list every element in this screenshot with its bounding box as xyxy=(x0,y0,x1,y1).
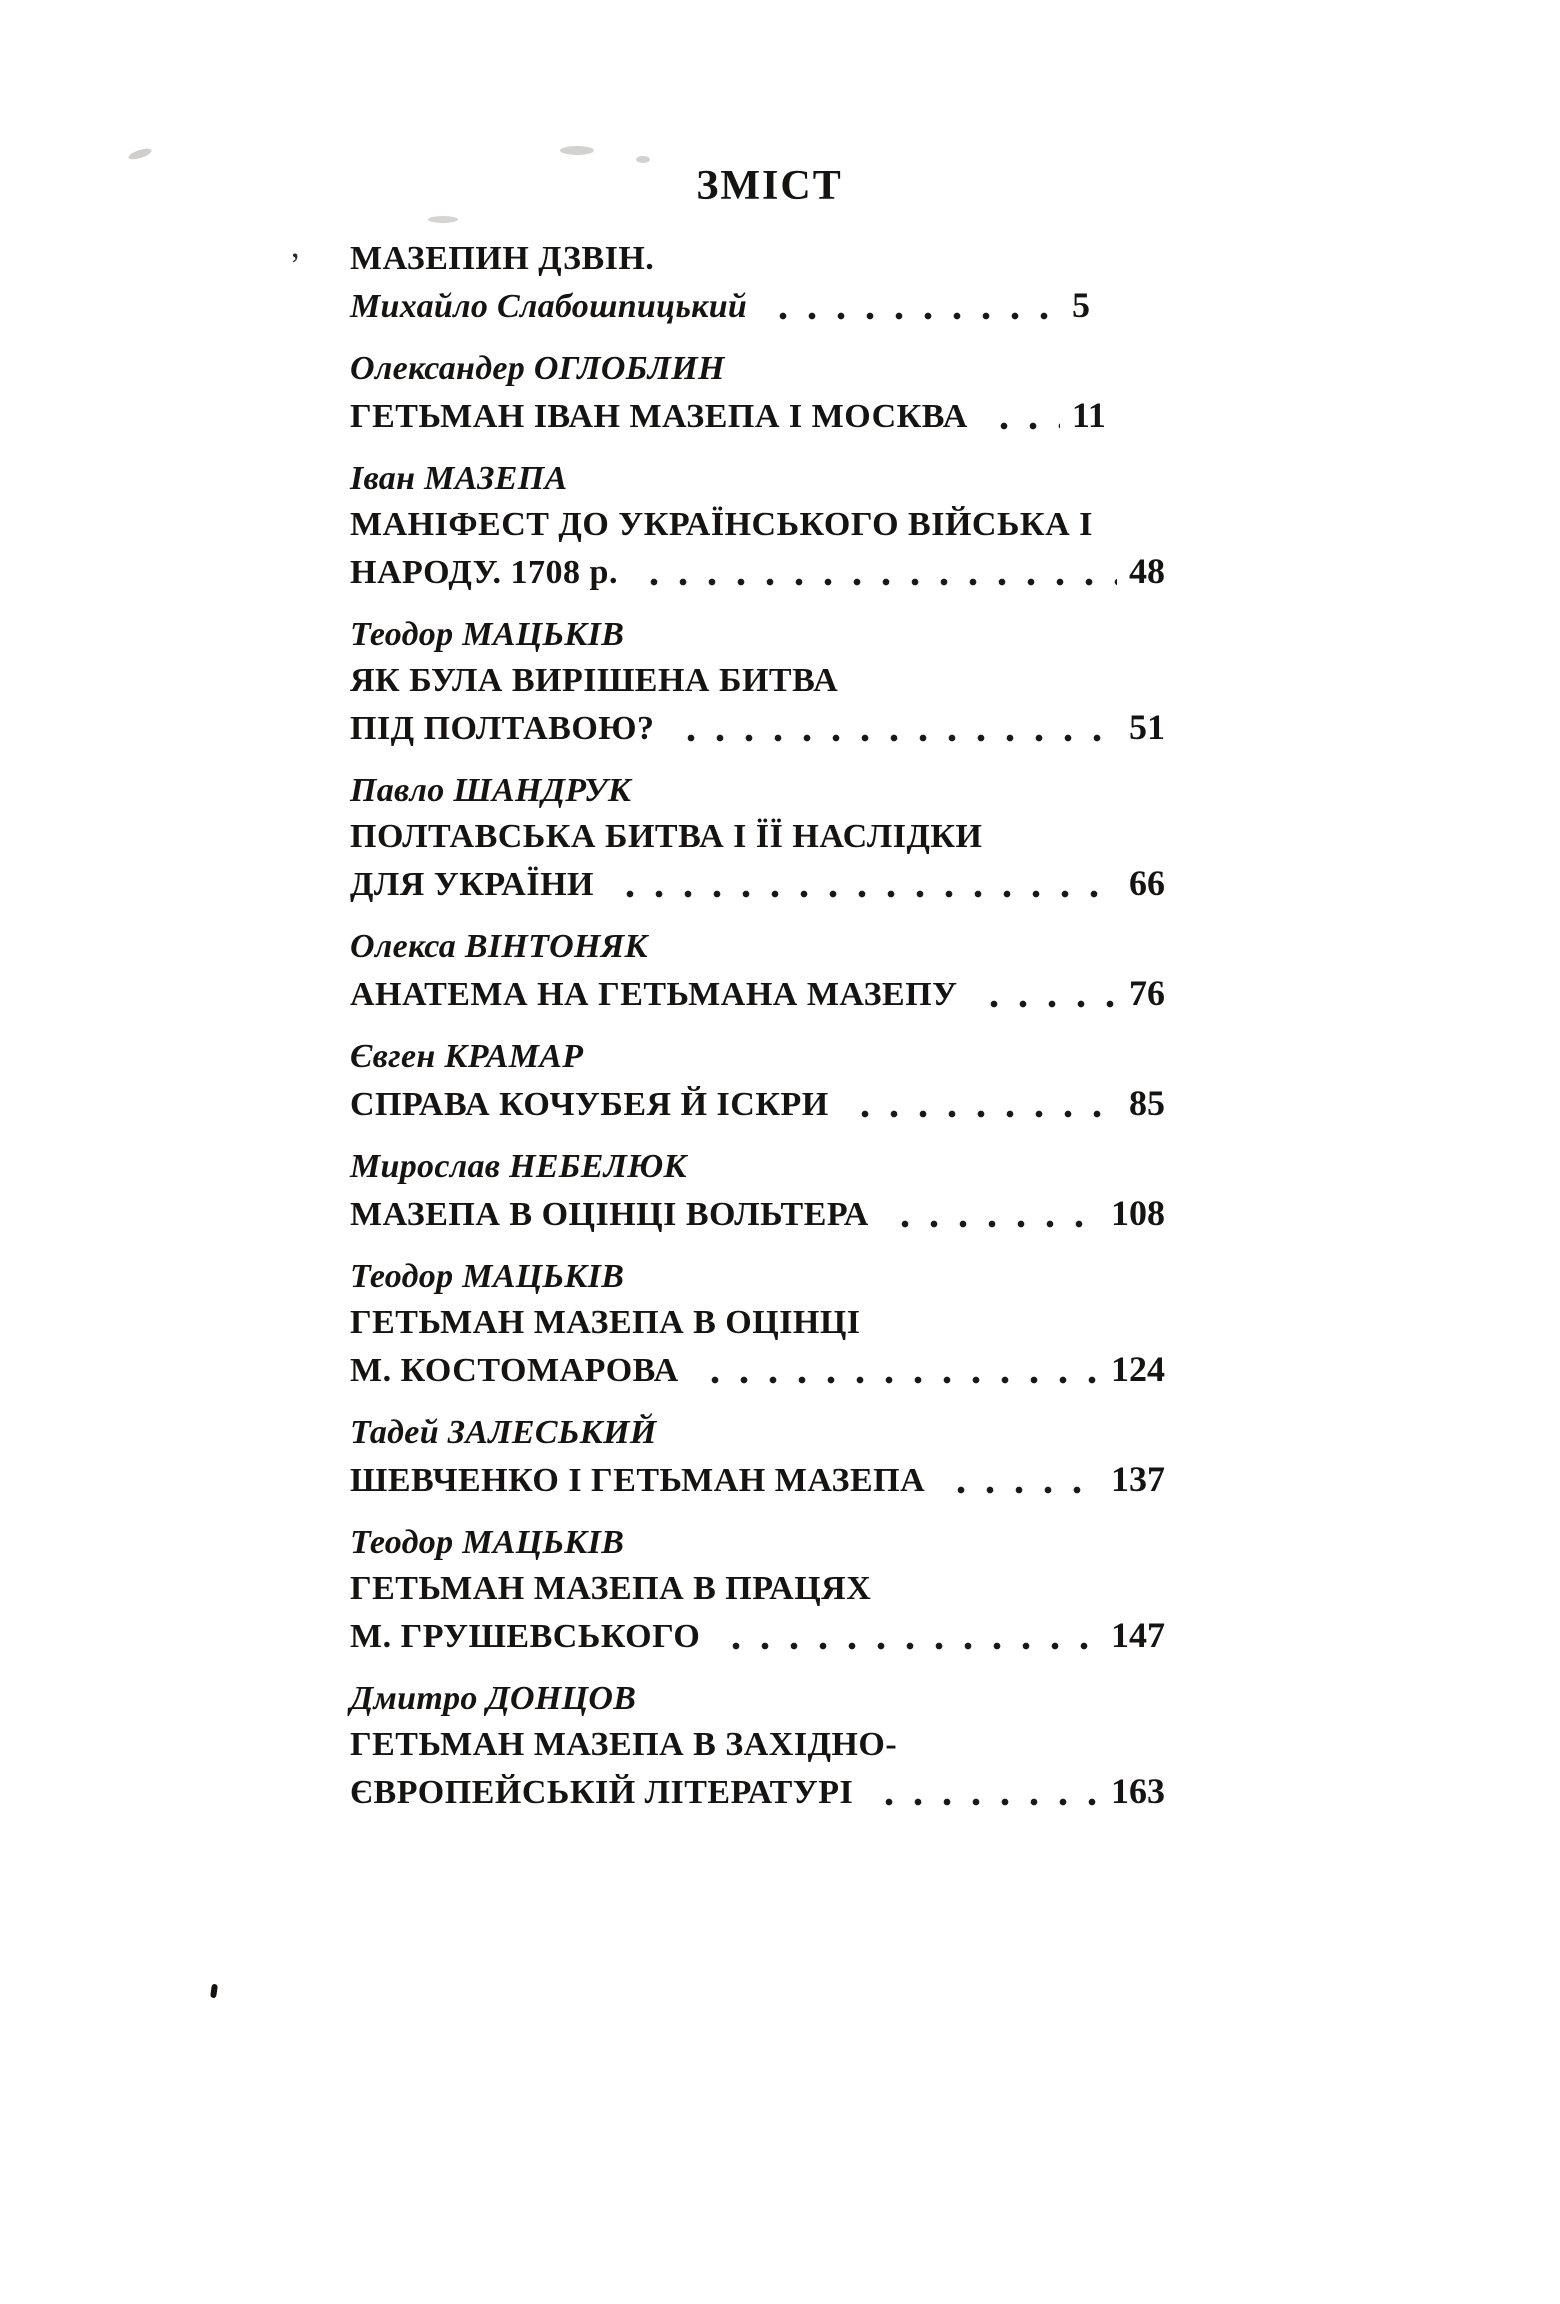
page-number: 66 xyxy=(1129,863,1165,903)
toc-entry xyxy=(350,1254,1165,1394)
toc-entry-title: ДЛЯ УКРАЇНИ xyxy=(350,866,594,903)
toc-entry xyxy=(350,236,1165,330)
toc-entry-author: Євген КРАМАР xyxy=(350,1038,584,1075)
dot-leader xyxy=(990,999,1117,1009)
page-number: 147 xyxy=(1111,1615,1165,1655)
dot-leader xyxy=(901,1219,1099,1229)
toc-entry xyxy=(350,1676,1165,1816)
page-number: 163 xyxy=(1111,1771,1165,1811)
page-number: 76 xyxy=(1129,973,1165,1013)
toc-entry xyxy=(350,1410,1165,1504)
toc-entry-title: ГЕТЬМАН ІВАН МАЗЕПА І МОСКВА xyxy=(350,398,968,435)
toc-entry-page-row xyxy=(350,860,1165,908)
page-number: 5 xyxy=(1072,285,1090,325)
toc-entry xyxy=(350,1144,1165,1238)
dot-leader xyxy=(779,311,1060,321)
toc-entry-title: ГЕТЬМАН МАЗЕПА В ОЦІНЦІ xyxy=(350,1304,861,1341)
toc-entry xyxy=(350,768,1165,908)
toc-entry-author: Теодор МАЦЬКІВ xyxy=(350,1258,625,1295)
toc-entry-author: Дмитро ДОНЦОВ xyxy=(350,1680,637,1717)
dot-leader xyxy=(861,1109,1117,1119)
toc-entry-author: Тадей ЗАЛЕСЬКИЙ xyxy=(350,1414,657,1451)
toc-entry-author: Теодор МАЦЬКІВ xyxy=(350,1524,625,1561)
toc-entry-title: МАЗЕПА В ОЦІНЦІ ВОЛЬТЕРА xyxy=(350,1196,869,1233)
page-number: 137 xyxy=(1111,1459,1165,1499)
toc-entry-author: Олекса ВІНТОНЯК xyxy=(350,928,648,965)
toc-entry xyxy=(350,1520,1165,1660)
toc-entry-author: Іван МАЗЕПА xyxy=(350,460,568,497)
toc-entry-title: ГЕТЬМАН МАЗЕПА В ПРАЦЯХ xyxy=(350,1570,872,1607)
toc-entry-title: ПІД ПОЛТАВОЮ? xyxy=(350,710,655,747)
dot-leader xyxy=(687,733,1117,743)
page-title: ЗМІСТ xyxy=(696,163,843,209)
scan-smudge xyxy=(127,146,152,161)
toc-entry-title: СПРАВА КОЧУБЕЯ Й ІСКРИ xyxy=(350,1086,829,1123)
scan-speck-comma: , xyxy=(288,227,301,266)
toc-entry-page-row xyxy=(350,704,1165,752)
page-number: 48 xyxy=(1129,551,1165,591)
dot-leader xyxy=(732,1641,1099,1651)
toc-entry-title: ШЕВЧЕНКО І ГЕТЬМАН МАЗЕПА xyxy=(350,1462,926,1499)
toc-entry-page-row xyxy=(350,1080,1165,1128)
toc-entry-title: ГЕТЬМАН МАЗЕПА В ЗАХІДНО- xyxy=(350,1726,898,1763)
toc-entry-author: Олександер ОГЛОБЛИН xyxy=(350,350,725,387)
dot-leader xyxy=(626,889,1117,899)
toc-entry-page-row xyxy=(350,1612,1165,1660)
toc-entry xyxy=(350,456,1165,596)
toc-entry-title: МАНІФЕСТ ДО УКРАЇНСЬКОГО ВІЙСЬКА І xyxy=(350,506,1093,543)
page-number: 51 xyxy=(1129,707,1165,747)
toc-entry-page-row xyxy=(350,1768,1165,1816)
dot-leader xyxy=(885,1797,1099,1807)
page-number: 124 xyxy=(1111,1349,1165,1389)
toc-entry-page-row xyxy=(350,282,1090,330)
toc-entry-author: Михайло Слабошпицький xyxy=(350,288,748,325)
toc-entry xyxy=(350,612,1165,752)
toc-entry-title: ПОЛТАВСЬКА БИТВА І ЇЇ НАСЛІДКИ xyxy=(350,818,983,855)
dot-leader xyxy=(957,1485,1099,1495)
toc-entry xyxy=(350,1034,1165,1128)
scan-smudge xyxy=(560,146,594,155)
page-number: 11 xyxy=(1071,395,1106,435)
dot-leader xyxy=(1000,421,1060,431)
toc-entry-title: ЄВРОПЕЙСЬКІЙ ЛІТЕРАТУРІ xyxy=(350,1774,854,1811)
page-number: 85 xyxy=(1129,1083,1165,1123)
toc-entry-author: Мирослав НЕБЕЛЮК xyxy=(350,1148,687,1185)
page-number: 108 xyxy=(1111,1193,1165,1233)
toc-entry-page-row xyxy=(350,1346,1165,1394)
toc-entry-author: Теодор МАЦЬКІВ xyxy=(350,616,625,653)
dot-leader xyxy=(711,1375,1099,1385)
scan-smudge xyxy=(636,156,650,163)
toc-entry-title: МАЗЕПИН ДЗВІН. xyxy=(350,240,655,277)
toc-entry-title: М. ГРУШЕВСЬКОГО xyxy=(350,1618,701,1655)
toc-entry-page-row xyxy=(350,392,1106,440)
toc-entry xyxy=(350,346,1165,440)
table-of-contents xyxy=(350,163,1165,1832)
toc-entry-page-row xyxy=(350,970,1165,1018)
toc-entry-title: АНАТЕМА НА ГЕТЬМАНА МАЗЕПУ xyxy=(350,976,958,1013)
toc-entry-page-row xyxy=(350,548,1165,596)
toc-entry-title: ЯК БУЛА ВИРІШЕНА БИТВА xyxy=(350,662,839,699)
toc-entry-title: НАРОДУ. 1708 р. xyxy=(350,554,618,591)
scan-speck xyxy=(210,1984,218,1999)
toc-entry xyxy=(350,924,1165,1018)
toc-entry-author: Павло ШАНДРУК xyxy=(350,772,632,809)
toc-entry-title: М. КОСТОМАРОВА xyxy=(350,1352,679,1389)
dot-leader xyxy=(650,577,1117,587)
toc-entry-page-row xyxy=(350,1190,1165,1238)
toc-entry-page-row xyxy=(350,1456,1165,1504)
